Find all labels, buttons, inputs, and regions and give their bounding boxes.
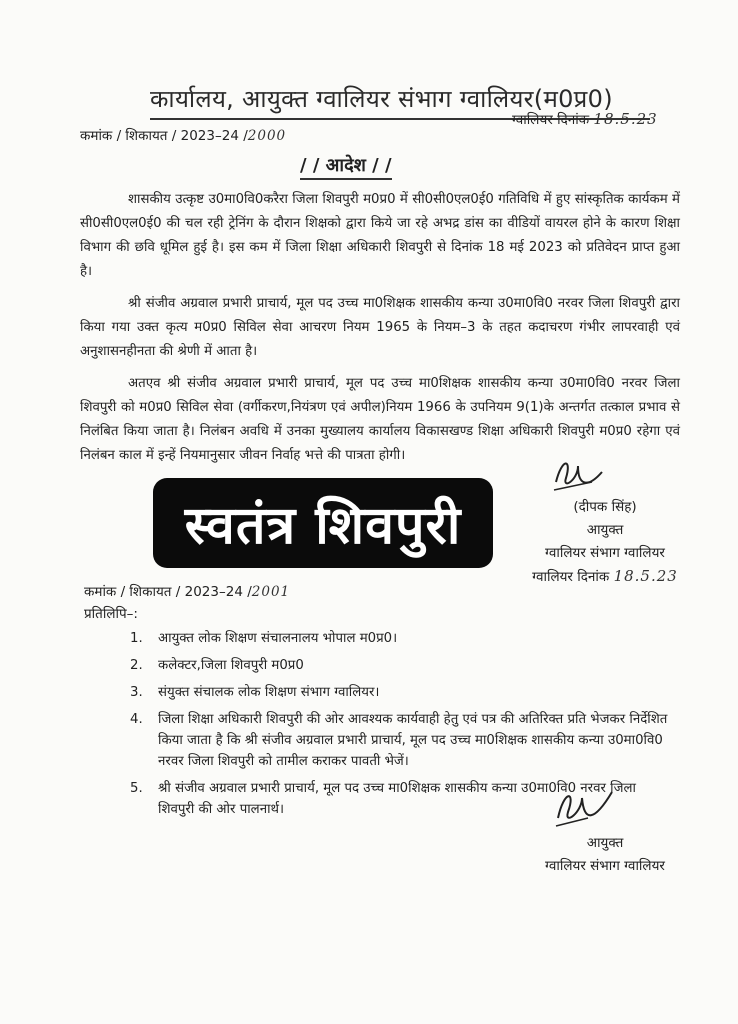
list-item: 1. आयुक्त लोक शिक्षण संचालनालय भोपाल म0प्र0। bbox=[130, 631, 398, 646]
signatory-block bbox=[505, 496, 705, 589]
signatory-name: (दीपक सिंह) bbox=[573, 499, 637, 515]
signature-icon bbox=[548, 782, 618, 832]
signatory-date-line bbox=[505, 565, 705, 589]
order-heading: / / आदेश / / bbox=[300, 153, 392, 180]
header-date-handwritten: 18.5.23 bbox=[593, 110, 658, 128]
copy-reference-number-handwritten: 2001 bbox=[251, 584, 291, 600]
order-paragraph-3: अतएव श्री संजीव अग्रवाल प्रभारी प्राचार्य, मूल पद उच्च मा0शिक्षक शासकीय कन्या उ0मा0वि0 नरवर जिला शिवपुरी को म0प्र0 सिविल सेवा (वर्गीकरण,नियंत्रण एवं अपील)नियम 1966 के उपनियम 9(1)के अन्तर्गत तत्काल प्रभाव से निलंबित किया जाता है। निलंबन अवधि में उनका मुख्यालय कार्यालय विकासखण्ड शिक्षा अधिकारी शिवपुरी म0प्र0 रहेगा एवं निलंबन काल में इन्हें नियमानुसार जीवन निर्वाह भत्ते की पात्रता होगी। bbox=[80, 376, 680, 463]
reference-prefix: कमांक / शिकायत / 2023–24 / bbox=[80, 128, 248, 144]
signatory-designation: आयुक्त bbox=[586, 522, 624, 538]
signatory-office: ग्वालियर संभाग ग्वालियर bbox=[545, 545, 665, 561]
copy-reference-line bbox=[84, 582, 290, 600]
list-item: 3. संयुक्त संचालक लोक शिक्षण संभाग ग्वालियर। bbox=[130, 685, 380, 700]
order-paragraph-1: शासकीय उत्कृष्ट उ0मा0वि0करैरा जिला शिवपुरी म0प्र0 में सी0सी0एल0ई0 गतिविधि में हुए सांस्कृतिक कार्यकम में सी0सी0एल0ई0 की चल रही ट्रेनिंग के दौरान शिक्षको द्वारा किये जा रहे अभद्र डांस का वीडियों वायरल होने के कारण शिक्षा विभाग की छवि धूमिल हुई है। इस कम में जिला शिक्षा अधिकारी शिवपुरी से दिनांक 18 मई 2023 को प्रतिवेदन प्राप्त हुआ है। bbox=[80, 192, 680, 279]
list-item: 5. श्री संजीव अग्रवाल प्रभारी प्राचार्य, मूल पद उच्च मा0शिक्षक शासकीय कन्या उ0मा0वि0 नरवर जिला शिवपुरी की ओर पालनार्थ। bbox=[130, 781, 636, 817]
signatory-date-handwritten: 18.5.23 bbox=[613, 567, 678, 585]
header-date-label: ग्वालियर दिनांक bbox=[512, 112, 590, 128]
header-date-line bbox=[512, 110, 658, 128]
footer-signatory-designation: आयुक्त bbox=[586, 835, 624, 851]
footer-signatory-block bbox=[505, 832, 705, 878]
reference-number-line bbox=[80, 126, 286, 144]
signature-icon bbox=[548, 452, 608, 496]
list-item: 4. जिला शिक्षा अधिकारी शिवपुरी की ओर आवश्यक कार्यवाही हेतु एवं पत्र की अतिरिक्त प्रति भेजकर निर्देशित किया जाता है कि श्री संजीव अग्रवाल प्रभारी प्राचार्य, मूल पद उच्च मा0शिक्षक शासकीय कन्या उ0मा0वि0 नरवर जिला शिवपुरी को तामील कराकर पावती भेजें। bbox=[130, 712, 668, 769]
office-title: कार्यालय, आयुक्त ग्वालियर संभाग ग्वालियर(म0प्र0) bbox=[150, 82, 650, 120]
copy-reference-prefix: कमांक / शिकायत / 2023–24 / bbox=[84, 584, 252, 600]
reference-number-handwritten: 2000 bbox=[247, 128, 287, 144]
footer-signatory-office: ग्वालियर संभाग ग्वालियर bbox=[545, 858, 665, 874]
order-paragraph-2: श्री संजीव अग्रवाल प्रभारी प्राचार्य, मूल पद उच्च मा0शिक्षक शासकीय कन्या उ0मा0वि0 नरवर जिला शिवपुरी द्वारा किया गया उक्त कृत्य म0प्र0 सिविल सेवा आचरण नियम 1965 के नियम–3 के तहत कदाचरण गंभीर लापरवाही एवं अनुशासनहीनता की श्रेणी में आता है। bbox=[80, 296, 680, 359]
watermark-banner: स्वतंत्र शिवपुरी bbox=[153, 478, 493, 568]
list-item: 2. कलेक्टर,जिला शिवपुरी म0प्र0 bbox=[130, 658, 304, 673]
copy-label: प्रतिलिपि–: bbox=[84, 606, 138, 622]
signatory-date-label: ग्वालियर दिनांक bbox=[532, 569, 610, 585]
